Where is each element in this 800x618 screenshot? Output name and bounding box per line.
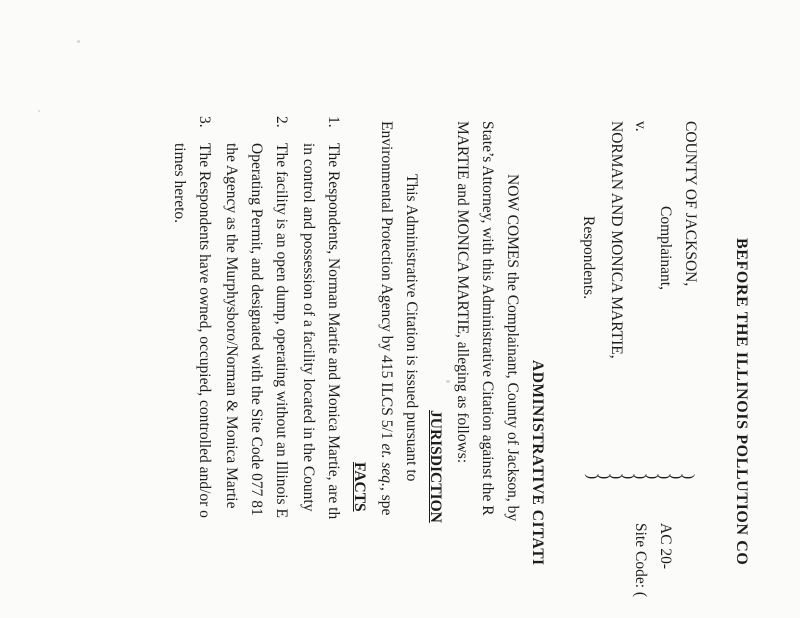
jurisdiction-text: Environmental Protection Agency by 415 ILCS 5/1: [378, 121, 395, 444]
intro-line: NOW COMES the Complainant, County of Jackson, by: [504, 174, 521, 522]
site-code: Site Code: (: [632, 523, 649, 598]
jurisdiction-text: , spe: [378, 486, 395, 516]
facts-heading: FACTS: [351, 462, 368, 512]
et-seq-citation: et. seq.: [378, 443, 395, 487]
intro-line: State’s Attorney, with this Administrative Citation against the R: [479, 121, 496, 516]
fact-number: 3.: [196, 116, 213, 128]
scan-speck: [77, 40, 80, 43]
fact-line: The Respondents, Norman Martie and Monica Martie, are th: [325, 143, 342, 520]
caption-paren: ): [644, 474, 661, 480]
scan-speck: [446, 380, 450, 383]
fact-line: The Respondents have owned, occupied, controlled and/or o: [196, 143, 213, 518]
fact-line: The facility is an open dump, operating without an Illinois E: [273, 143, 290, 518]
fact-line: Operating Permit, and designated with the Site Code 077 81: [248, 143, 265, 516]
complainant-name: COUNTY OF JACKSON,: [682, 121, 699, 287]
caption-paren: ): [680, 474, 697, 480]
fact-line: the Agency as the Murphysboro/Norman & Monica Martie: [223, 143, 240, 509]
complainant-role: Complainant,: [657, 206, 674, 290]
jurisdiction-line: This Administrative Citation is issued pursuant to: [403, 174, 420, 482]
caption-paren: ): [632, 474, 649, 480]
caption-paren: ): [596, 474, 613, 480]
case-number: AC 20-: [657, 523, 674, 570]
caption-paren: ): [620, 474, 637, 480]
versus-label: v.: [632, 121, 649, 132]
fact-line: in control and possession of a facility located in the County: [300, 143, 317, 512]
fact-number: 2.: [273, 116, 290, 128]
caption-paren: ): [656, 474, 673, 480]
jurisdiction-heading: JURISDICTION: [427, 410, 444, 523]
scan-speck: [38, 110, 40, 112]
respondents-role: Respondents.: [580, 216, 597, 300]
caption-paren: ): [584, 474, 601, 480]
caption-paren: ): [668, 474, 685, 480]
caption-paren: ): [608, 474, 625, 480]
respondents-name: NORMAN AND MONICA MARTIE,: [608, 121, 625, 359]
citation-title: ADMINISTRATIVE CITATI: [529, 360, 546, 566]
fact-line: times hereto.: [171, 143, 188, 224]
jurisdiction-line: [377, 121, 395, 515]
fact-number: 1.: [325, 116, 342, 128]
document-title: BEFORE THE ILLINOIS POLLUTION CO: [733, 238, 750, 566]
intro-line: MARTIE and MONICA MARTIE, alleging as follows:: [454, 121, 471, 464]
